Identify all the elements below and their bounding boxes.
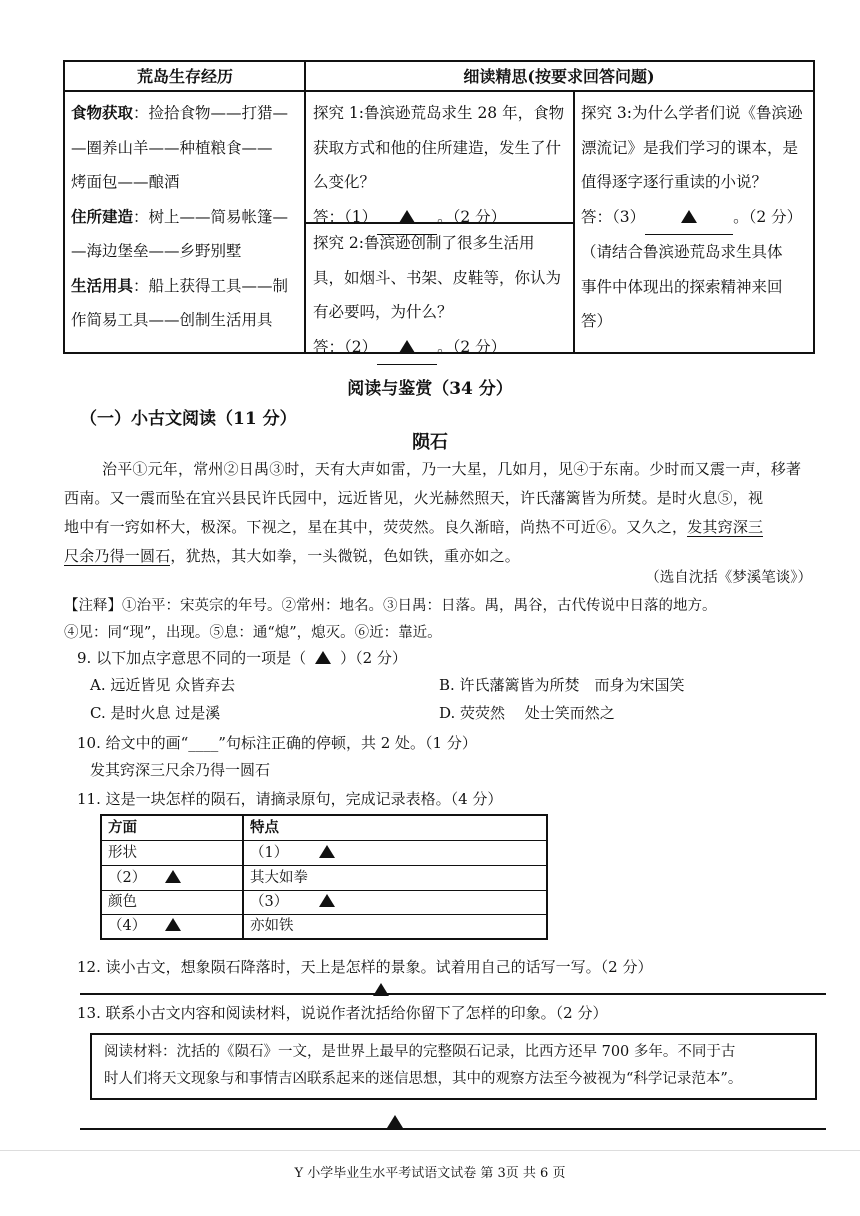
list-item: —圈养山羊——种植粮食—— — [71, 138, 273, 157]
triangle-marker-icon — [387, 1115, 403, 1128]
option-d[interactable]: D. 荧荧然 处士笑而然之 — [439, 704, 615, 722]
question-10: 10. 给文中的画“____”句标注正确的停顿，共 2 处。（1 分） — [77, 734, 477, 752]
list-item: 生活用具：船上获得工具——制 — [71, 275, 289, 295]
triangle-marker-icon — [399, 210, 415, 223]
table-divider — [573, 92, 575, 352]
underlined-sentence: 发其窍深三 — [687, 518, 764, 536]
table-header-right: 细读精思(按要求回答问题) — [305, 62, 813, 92]
passage-title: 陨石 — [412, 432, 448, 453]
pause-sentence[interactable]: 发其窍深三尺余乃得一圆石 — [90, 761, 271, 779]
explore-question-2: 探究 2:鲁滨逊创制了很多生活用 具，如烟斗、书架、皮鞋等，你认为 有必要吗，为什么？ 答：（2） 。（2 分） — [313, 226, 571, 365]
option-c[interactable]: C. 是时火息 过是溪 — [90, 704, 221, 722]
question-9: 9. 以下加点字意思不同的一项是（ ）（2 分） — [77, 645, 407, 671]
explore-question-3: 探究 3:为什么学者们说《鲁滨逊 漂流记》是我们学习的课本，是 值得逐字逐行重读的小说？ 答：（3） 。（2 分） （请结合鲁滨逊荒岛求生具体 事件中体现出的探索精神来回 答） — [581, 96, 813, 339]
table-row: 形状 （1） — [102, 841, 546, 866]
source-citation: （选自沈括《梦溪笔谈》） — [645, 570, 812, 586]
passage — [64, 455, 824, 571]
passage-line: 治平①元年，常州②日禺③时，天有大声如雷，乃一大星，几如月，见④于东南。少时而又震一声，移著 — [102, 460, 802, 478]
triangle-marker-icon — [319, 845, 335, 858]
answer-blank-11-4[interactable]: （4） — [108, 914, 200, 939]
survival-experience-list — [71, 96, 303, 338]
triangle-marker-icon — [681, 210, 697, 223]
list-item: —海边堡垒——乡野别墅 — [71, 242, 242, 260]
list-item: 住所建造：树上——简易帐篷— — [71, 206, 289, 226]
answer-blank-2[interactable]: 答：（2） 。（2 分） — [313, 330, 571, 366]
answer-blank-11-2[interactable]: （2） — [108, 866, 200, 891]
question-13: 13. 联系小古文内容和阅读材料，说说作者沈括给你留下了怎样的印象。（2 分） — [77, 1004, 608, 1022]
reading-table — [63, 60, 815, 354]
triangle-marker-icon — [315, 651, 331, 664]
underlined-sentence: 尺余乃得一圆石 — [64, 547, 171, 565]
table-divider — [304, 62, 306, 352]
table-header-left: 荒岛生存经历 — [65, 62, 305, 92]
triangle-marker-icon — [399, 340, 415, 353]
answer-blank-11-3[interactable]: （3） — [250, 890, 366, 915]
answer-line — [80, 993, 826, 995]
answer-blank-9[interactable] — [306, 645, 340, 671]
record-table — [100, 814, 548, 940]
question-11: 11. 这是一块怎样的陨石，请摘录原句，完成记录表格。（4 分） — [77, 790, 503, 808]
triangle-marker-icon — [165, 870, 181, 883]
answer-line — [80, 1128, 826, 1130]
list-item: 烤面包——酿酒 — [71, 173, 180, 191]
table-row: （4） 亦如铁 — [102, 914, 546, 938]
subsection-title: （一）小古文阅读（11 分） — [80, 409, 297, 429]
answer-blank-11-1[interactable]: （1） — [250, 841, 366, 866]
passage-line: 尺余乃得一圆石，犹热，其大如拳，一头微锐，色如铁，重亦如之。 — [64, 547, 521, 565]
hint-text: （请结合鲁滨逊荒岛求生具体 事件中体现出的探索精神来回 答） — [581, 243, 783, 330]
list-item: 食物获取：捡拾食物——打猎— — [71, 103, 289, 122]
page-footer: Y 小学毕业生水平考试语文试卷 第 3页 共 6 页 — [294, 1166, 566, 1181]
section-title: 阅读与鉴赏（34 分） — [347, 379, 513, 399]
notes: 【注释】①治平：宋英宗的年号。②常州：地名。③日禺：日落。禺，禺谷，古代传说中日落的地方。 ④见：同“现”，出现。⑤息：通“熄”，熄灭。⑥近：靠近。 — [64, 598, 717, 641]
answer-blank-12[interactable] — [373, 980, 389, 999]
passage-line: 地中有一窍如杯大，极深。下视之，星在其中，荧荧然。良久渐暗，尚热不可近⑥。又久之，发其窍深三 — [64, 518, 764, 536]
option-b[interactable]: B. 许氏藩篱皆为所焚 而身为宋国笑 — [439, 676, 685, 694]
option-a[interactable]: A. 远近皆见 众皆弃去 — [90, 676, 236, 694]
explore-question-1: 探究 1:鲁滨逊荒岛求生 28 年，食物 获取方式和他的住所建造，发生了什 么变化？ 答：（1） 。（2 分） — [313, 96, 571, 235]
question-12: 12. 读小古文，想象陨石降落时，天上是怎样的景象。试着用自己的话写一写。（2 分） — [77, 958, 653, 976]
reading-material-box: 阅读材料：沈括的《陨石》一文，是世界上最早的完整陨石记录，比西方还早 700 多年。不同于古 时人们将天文现象与和事情吉凶联系起来的迷信思想，其中的观察方法至今被视为“科学记录范本”。 — [90, 1033, 817, 1100]
table-row: 颜色 （3） — [102, 890, 546, 915]
table-row: （2） 其大如拳 — [102, 866, 546, 891]
answer-blank-1[interactable]: 答：（1） 。（2 分） — [313, 200, 571, 236]
triangle-marker-icon — [165, 918, 181, 931]
page-divider — [0, 1150, 860, 1151]
triangle-marker-icon — [319, 894, 335, 907]
list-item: 作简易工具——创制生活用具 — [71, 311, 273, 329]
table-row: 方面 特点 — [102, 816, 546, 841]
passage-line: 西南。又一震而坠在宜兴县民许氏园中，远近皆见，火光赫然照天，许氏藩篱皆为所焚。是时火息⑤，视 — [64, 489, 764, 507]
answer-blank-3[interactable]: 答：（3） 。（2 分） — [581, 200, 813, 236]
